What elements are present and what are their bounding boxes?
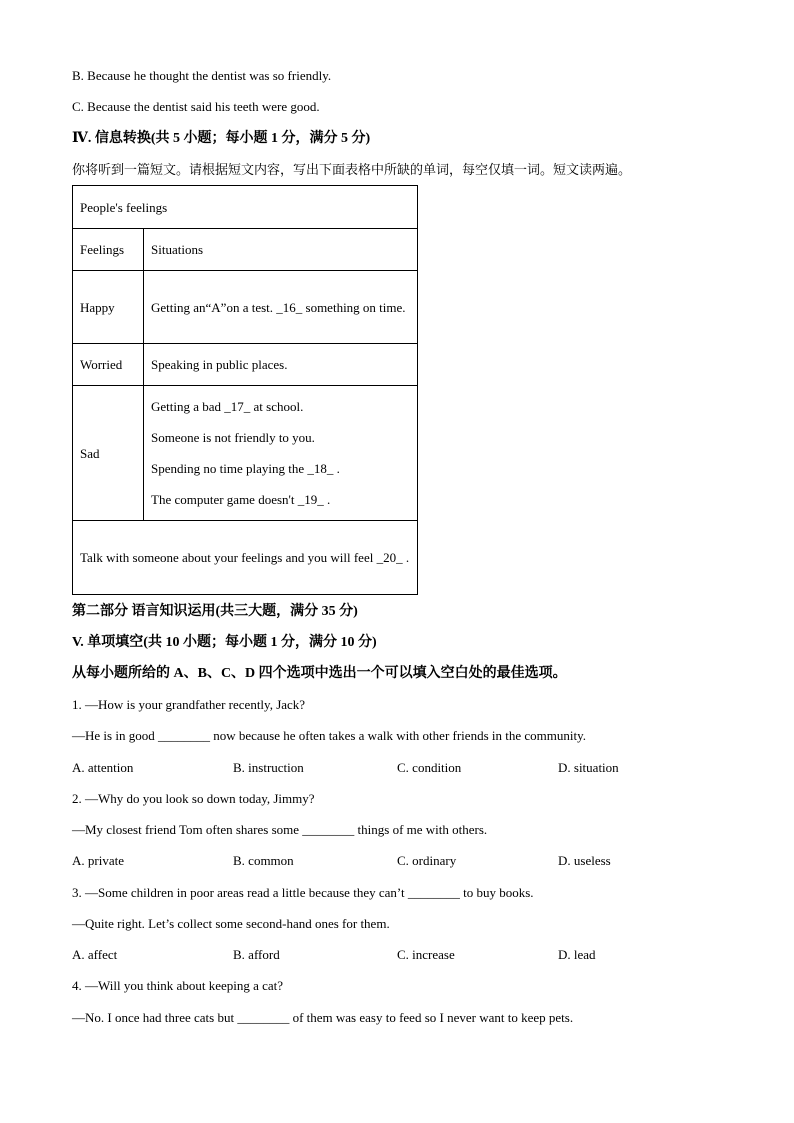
section5-instruction: 从每小题所给的 A、B、C、D 四个选项中选出一个可以填入空白处的最佳选项。 [72, 666, 567, 681]
q2-option-b: B. common [233, 853, 294, 868]
situation-worried: Speaking in public places. [144, 344, 418, 386]
situation-happy: Getting an“A”on a test. _16_ something on time. [144, 271, 418, 344]
question-2-answer: —My closest friend Tom often shares some ________ things of me with others. [72, 822, 488, 837]
table-title: People's feelings [73, 186, 418, 229]
feeling-sad: Sad [73, 386, 144, 521]
section4-title: Ⅳ. 信息转换(共 5 小题；每小题 1 分，满分 5 分) [72, 131, 371, 146]
feeling-happy: Happy [73, 271, 144, 344]
header-feelings: Feelings [73, 229, 144, 271]
q2-option-a: A. private [72, 853, 124, 868]
situations-sad [144, 386, 418, 521]
option-c-line: C. Because the dentist said his teeth were good. [72, 99, 320, 114]
situation-sad-4: The computer game doesn't _19_ . [151, 492, 331, 507]
question-1-answer: —He is in good ________ now because he often takes a walk with other friends in the community. [72, 728, 586, 743]
part2-title: 第二部分 语言知识运用(共三大题，满分 35 分) [72, 604, 358, 619]
q1-option-d: D. situation [558, 760, 619, 775]
q2-option-d: D. useless [558, 853, 611, 868]
feeling-worried: Worried [73, 344, 144, 386]
table-footer: Talk with someone about your feelings and you will feel _20_ . [73, 521, 418, 595]
section4-instruction: 你将听到一篇短文。请根据短文内容，写出下面表格中所缺的单词，每空仅填一词。短文读两遍。 [72, 162, 632, 177]
question-2-prompt: 2. —Why do you look so down today, Jimmy? [72, 791, 315, 806]
q3-option-d: D. lead [558, 947, 596, 962]
situation-sad-3: Spending no time playing the _18_ . [151, 461, 340, 476]
q3-option-a: A. affect [72, 947, 118, 962]
question-4-prompt: 4. —Will you think about keeping a cat? [72, 978, 284, 993]
q3-option-c: C. increase [397, 947, 455, 962]
question-3-prompt: 3. —Some children in poor areas read a little because they can’t ________ to buy books. [72, 885, 534, 900]
question-3-answer: —Quite right. Let’s collect some second-hand ones for them. [72, 916, 390, 931]
q1-option-a: A. attention [72, 760, 134, 775]
situation-sad-2: Someone is not friendly to you. [151, 430, 315, 445]
section5-title: V. 单项填空(共 10 小题；每小题 1 分，满分 10 分) [72, 635, 377, 650]
q1-option-c: C. condition [397, 760, 462, 775]
q2-option-c: C. ordinary [397, 853, 457, 868]
question-4-answer: —No. I once had three cats but ________ of them was easy to feed so I never want to keep pets. [72, 1010, 574, 1025]
q1-option-b: B. instruction [233, 760, 304, 775]
info-table [72, 185, 418, 595]
situation-sad-1: Getting a bad _17_ at school. [151, 399, 304, 414]
q3-option-b: B. afford [233, 947, 280, 962]
header-situations: Situations [144, 229, 418, 271]
option-b-line: B. Because he thought the dentist was so friendly. [72, 68, 332, 83]
question-1-prompt: 1. —How is your grandfather recently, Jack? [72, 697, 306, 712]
